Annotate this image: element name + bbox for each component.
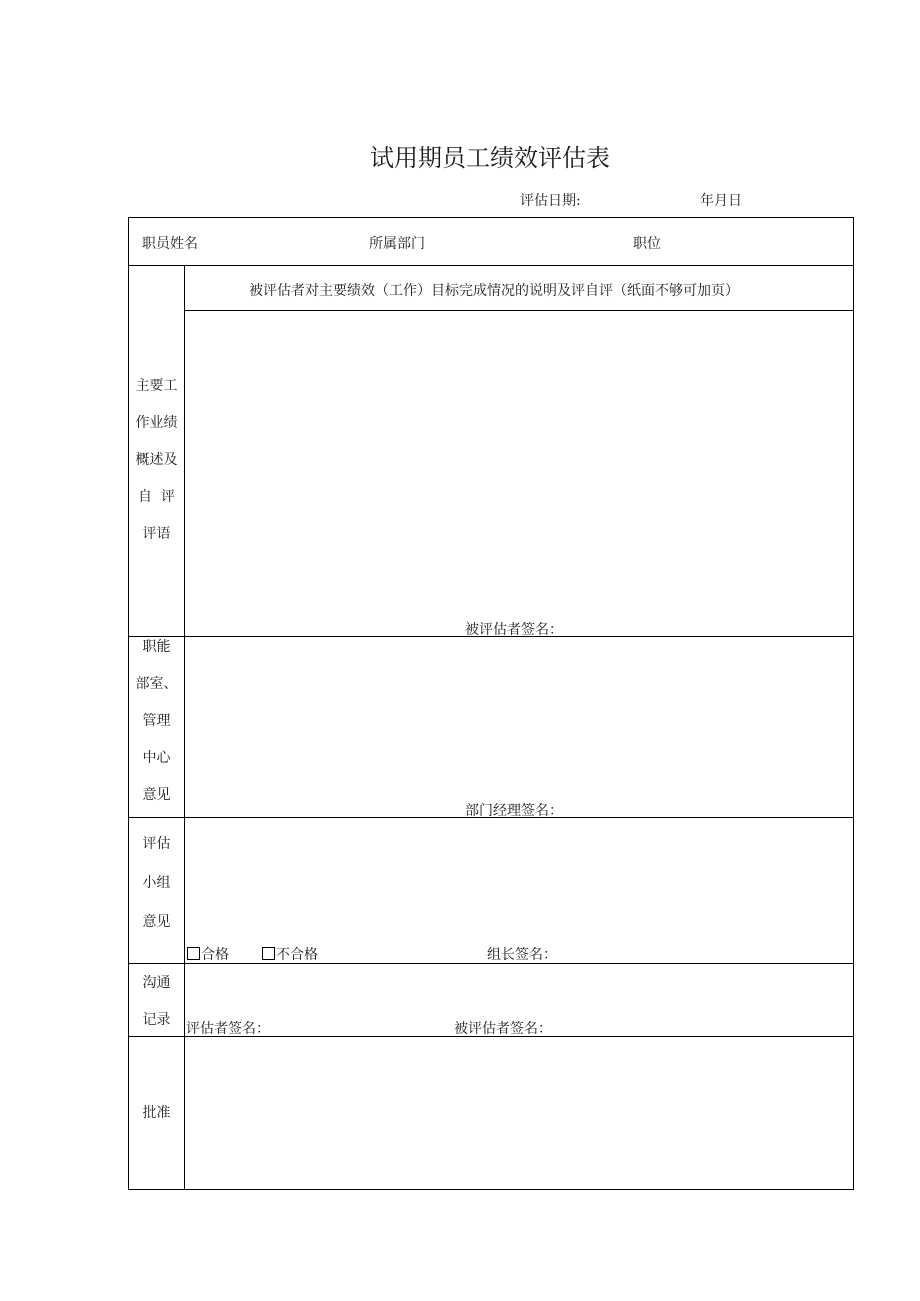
- evaluatee-signature-label-2: 被评估者签名：: [454, 1021, 552, 1037]
- label-line: 管理: [142, 713, 171, 729]
- work-instruction: 被评估者对主要绩效（工作）目标完成情况的说明及评自评（纸面不够可加页）: [249, 283, 739, 299]
- fail-label: 不合格: [276, 947, 318, 963]
- label-line: 职能: [142, 639, 171, 655]
- label-line: 概述及: [135, 452, 178, 468]
- dept-manager-signature-label: 部门经理签名：: [465, 803, 563, 819]
- team-leader-signature-label: 组长签名：: [487, 947, 557, 963]
- evaluation-form-table: [128, 217, 854, 1190]
- pass-option[interactable]: [187, 944, 229, 964]
- communication-record-label: [129, 965, 184, 1039]
- work-summary-label: [129, 368, 184, 553]
- label-line: 批准: [142, 1105, 171, 1121]
- label-line: 意见: [142, 914, 171, 930]
- fail-checkbox[interactable]: [262, 947, 275, 960]
- form-title: 试用期员工绩效评估表: [370, 144, 610, 172]
- evaluatee-signature-label: 被评估者签名：: [465, 622, 563, 638]
- label-line: 沟通: [142, 975, 171, 991]
- evaluation-date-label: 评估日期:: [520, 193, 581, 209]
- position-label: 职位: [633, 236, 661, 252]
- employee-name-label: 职员姓名: [142, 236, 198, 252]
- label-line: 自 评: [138, 489, 175, 505]
- label-line: 中心: [142, 750, 171, 766]
- department-label: 所属部门: [369, 236, 425, 252]
- approval-input-area[interactable]: [185, 1037, 853, 1189]
- evaluation-date-ymd: 年月日: [700, 193, 742, 209]
- label-line: 评估: [142, 836, 171, 852]
- department-opinion-input-area[interactable]: [185, 637, 853, 797]
- label-line: 主要工: [135, 378, 178, 394]
- pass-checkbox[interactable]: [187, 947, 200, 960]
- label-line: 部室、: [135, 676, 178, 692]
- evaluator-signature-label: 评估者签名：: [186, 1021, 270, 1037]
- label-line: 意见: [142, 787, 171, 803]
- label-line: 小组: [142, 875, 171, 891]
- department-opinion-label: [129, 629, 184, 814]
- fail-option[interactable]: [262, 944, 318, 964]
- pass-label: 合格: [201, 947, 229, 963]
- row-divider: [129, 265, 853, 266]
- label-line: 记录: [142, 1012, 171, 1028]
- work-summary-input-area[interactable]: [185, 311, 853, 611]
- evaluation-panel-label: [129, 825, 184, 942]
- label-line: 评语: [142, 526, 171, 542]
- approval-label: [129, 1095, 184, 1132]
- label-line: 作业绩: [135, 415, 178, 431]
